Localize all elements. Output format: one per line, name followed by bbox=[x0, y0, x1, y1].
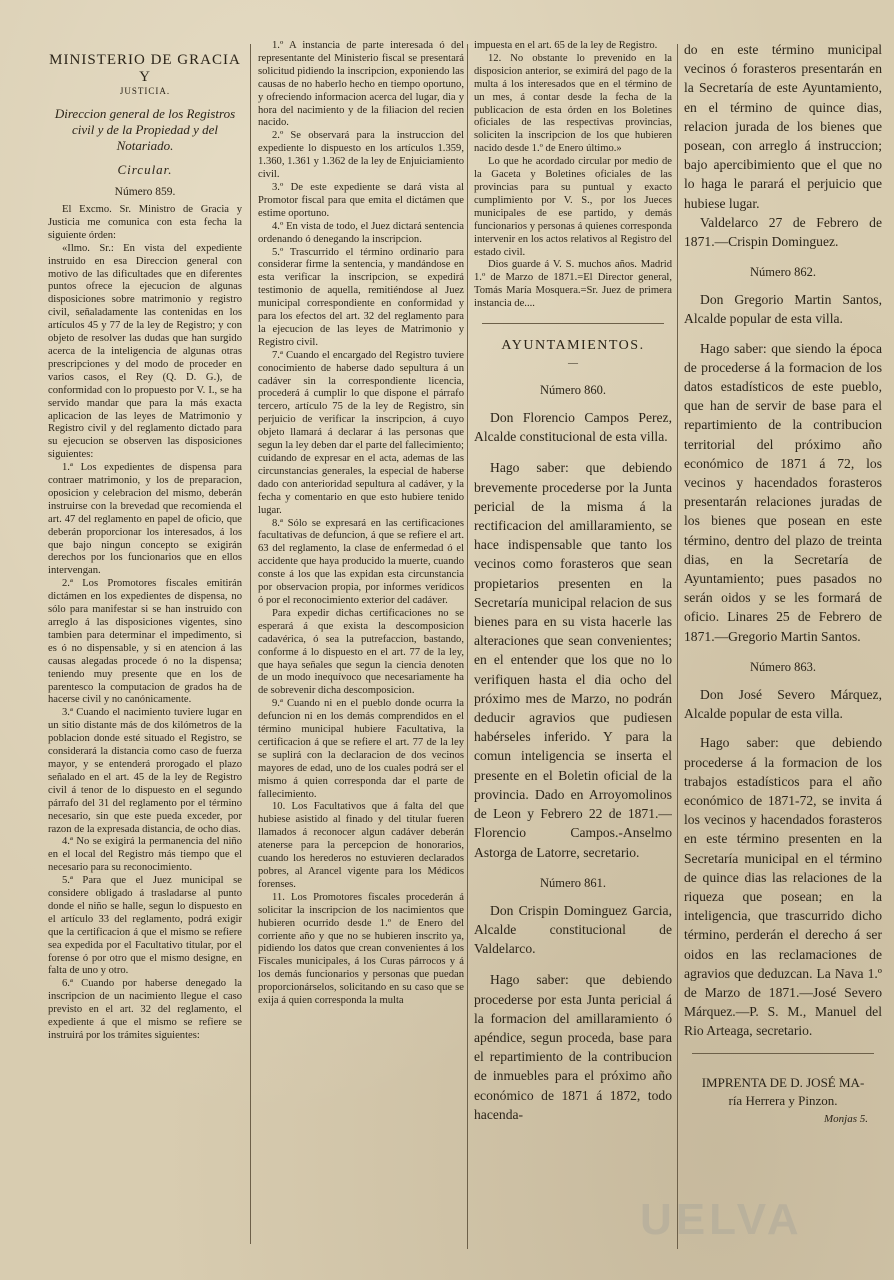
number-861: Número 861. bbox=[540, 875, 606, 890]
notice-text: Hago saber: que debiendo procederse á la formacion de los trabajos estadísticos para el año económico de 1871-72, se invita á los vecinos y hacendados forasteros en este término presenten en la Secretaría municipal en el término de quince dias las relaciones de la riqueza que posean; en la inteligencia, que trascurrido dicho término, perderán el derecho á ser oidos en las reclamaciones de agravios que deduzcan. La Nava 1.º de Marzo de 1871.—José Severo Márquez.—P. S. M., Manuel del Rio Arteaga, secretario. bbox=[684, 735, 882, 1039]
number-862: Número 862. bbox=[750, 265, 816, 280]
column-divider bbox=[677, 44, 678, 1249]
circular-body-cont bbox=[258, 40, 464, 1008]
paragraph: 6.ª Cuando por haberse denegado la inscripcion de un nacimiento llegue el caso previsto en el art. 32 del reglamento, el expediente á que el mismo se refiere se instruirá por los trámites siguientes: bbox=[48, 978, 242, 1041]
notice-863 bbox=[684, 685, 882, 1041]
column-2 bbox=[258, 40, 464, 1248]
notice-862 bbox=[684, 290, 882, 646]
column-divider bbox=[467, 44, 468, 1249]
ministry-heading-sub: JUSTICIA. bbox=[119, 86, 171, 96]
paragraph: 2.ª Los Promotores fiscales emitirán dictámen en los expedientes de dispensa, no sólo para manifestar si se han instruido con arreglo á las disposiciones vigentes, sino tambien para determinar el impedimento, si es ó no dispensable, y si en atencion á las causas alegadas procede ó no la dispensa; teniendo muy presente que en los de parentesco la computacion de grados ha de hacerse civil y no canónicamente. bbox=[48, 578, 242, 706]
notice-heading: Don José Severo Márquez, Alcalde popular de esta villa. bbox=[684, 686, 882, 722]
notice-861-cont bbox=[684, 40, 882, 251]
paragraph: impuesta en el art. 65 de la ley de Registro. bbox=[474, 40, 658, 51]
paragraph: 8.ª Sólo se expresará en las certificaciones facultativas de defuncion, á que se refiere el art. 63 del reglamento, la clase de enfermedad ó el accidente que haya producido la muerte, cuando conste á los que las expidan esta circunstancia por observacion propia, por informes verídicos ó por el reconocimiento exterior del cadáver. bbox=[258, 517, 464, 606]
column-3 bbox=[474, 40, 672, 1256]
paragraph: 5.ª Para que el Juez municipal se considere obligado á trasladarse al punto donde el niño se halle, segun lo dispuesto en el artículo 33 del reglamento, podrá exigir que la certificacion á que el mismo se refiere sea expedida por el Facultativo titular, por el forense ó por otro que el mismo designe, en falta de uno y otro. bbox=[48, 875, 242, 977]
paragraph: 9.ª Cuando ni en el pueblo donde ocurra la defuncion ni en los demás comprendidos en el término municipal hubiere Facultativa, la certificacion á que se refiere el art. 77 de la ley se suplirá con la declaracion de dos vecinos mayores de edad, uno de los cuales podrá ser el mismo á quien corresponda dar el parte de fallecimiento. bbox=[258, 698, 464, 800]
notice-text: Hago saber: que siendo la época de procederse á la formacion de los datos estadísticos de este pueblo, que han de servir de base para el repartimiento de la contribucion territorial del próximo año económico de 1871 á 72, los vecinos y hacendados forasteros presentarán relaciones juradas de los bienes que posean en este término, dentro del plazo de treinta dias, en la Secretaría de Ayuntamiento; pues pasados no serán oidos y se les formará de oficio. Linares 25 de Febrero de 1871.—Gregorio Martin Santos. bbox=[684, 340, 882, 644]
paragraph: Lo que he acordado circular por medio de la Gaceta y Boletines oficiales de las provincias para su puntual y exacto cumplimiento por V. S., por los Jueces municipales de ese partido, y demás funcionarios y personas á quienes corresponda intervenir en los actos relativos al Registro del estado civil. bbox=[474, 156, 672, 258]
imprint-line-1: IMPRENTA DE D. JOSÉ MA- bbox=[701, 1074, 865, 1090]
paragraph: Dios guarde á V. S. muchos años. Madrid 1.º de Marzo de 1871.=El Director general, Tomás María Mosquera.=Sr. Juez de primera instancia de.... bbox=[474, 259, 672, 310]
paragraph: 10. Los Facultativos que á falta del que hubiese asistido al finado y del titular fueren llamados á reconocer algun cadáver deberán atenerse para la percepcion de honorarios, cuando los herederos no estuvieren declarados pobres, al Arancel vigente para los Médicos forenses. bbox=[258, 801, 464, 890]
paragraph: 11. Los Promotores fiscales procederán á solicitar la inscripcion de los nacimientos que hubieren ocurrido desde 1.º de Enero del corriente año y que no se hubieren inscrito ya, pidiendo los datos que crean convenientes á los Fiscales municipales, á los Curas párrocos y á los demás funcionarios y personas que puedan proporcionárselos, solicitando en su caso que se exija á quien corresponda la multa bbox=[258, 891, 464, 1007]
notice-signature: Valdelarco 27 de Febrero de 1871.—Crispin Dominguez. bbox=[684, 214, 882, 250]
paragraph: 4.ª No se exigirá la permanencia del niño en el local del Registro más tiempo que el necesario para su reconocimiento. bbox=[48, 836, 242, 874]
column-1 bbox=[48, 40, 242, 1256]
paragraph: 12. No obstante lo prevenido en la disposicion anterior, se eximirá del pago de la multa á los interesados que en el término de un mes, á contar desde la fecha de la publicacion de esta órden en los Boletines oficiales de las respectivas provincias, soliciten la inscripcion de los que hubieren nacido desde 1.º de Enero último.» bbox=[474, 52, 672, 155]
number-863: Número 863. bbox=[750, 659, 816, 674]
paragraph: 2.º Se observará para la instruccion del expediente lo dispuesto en los artículos 1.359, 1.360, 1.361 y 1.362 de la ley de Enjuiciamiento civil. bbox=[258, 130, 464, 181]
imprint-rule bbox=[692, 1053, 874, 1054]
number-860: Número 860. bbox=[540, 383, 606, 398]
section-dash: — bbox=[568, 358, 578, 370]
ministry-heading: MINISTERIO DE GRACIA Y bbox=[49, 52, 241, 85]
notice-861 bbox=[474, 901, 672, 1124]
notice-text: Hago saber: que debiendo brevemente procederse por la Junta pericial de la misma á la rectificacion del amillaramiento, se hace indispensable que tanto los vecinos como forasteros que sean propietarios presenten en la Secretaría municipal relacion de sus bienes para en su vista hacerle las alteraciones que sean convenientes; en el entender que los que no lo verifiquen hasta el dia ocho del próximo mes de Marzo, no podrán deducir agravios que pudiesen habérseles inferido. Y para la comun inteligencia se inserta el presente en el Boletin oficial de la provincia. Dado en Arroyomolinos de Leon y Febrero 22 de 1871.—Florencio Campos.-Anselmo Astorga de Latorre, secretario. bbox=[474, 460, 672, 860]
imprint-line-2: ría Herrera y Pinzon. bbox=[728, 1092, 838, 1108]
section-rule bbox=[482, 323, 664, 324]
paragraph: 7.ª Cuando el encargado del Registro tuviere conocimiento de haberse dado sepultura á un cadáver sin la correspondiente licencia, procederá á cumplir lo que dispone el párrafo tercero, artículo 75 de la ley de Registro, sin perjuicio de verificar la inscripcion, á cuyo objeto llamará á declarar á las personas que segun la ley deben dar el parte del fallecimiento; cuidando de expresar en el acta, ademas de las circunstancias generales, la especial de haberse dado con anterioridad sepultura al cadáver, y la fecha y comentario en que esto hubiere tenido lugar. bbox=[258, 349, 464, 516]
paragraph: 3.ª Cuando el nacimiento tuviere lugar en un sitio distante más de dos kilómetros de la poblacion donde esté situado el Registro, se considerará la distancia como caso de fuerza mayor, y se entenderá prorogado el plazo señalado en el art. 45 de la ley de Registro civil á tenor de lo dispuesto en el segundo párrafo del 31 del reglamento por el término necesario, sin que este pueda exceder, por razon de la expresada distancia, de ocho dias. bbox=[48, 707, 242, 835]
notice-heading: Don Gregorio Martin Santos, Alcalde popular de esta villa. bbox=[684, 292, 882, 327]
imprint-line-3: Monjas 5. bbox=[824, 1112, 868, 1125]
column-divider bbox=[250, 44, 251, 1244]
number-859: Número 859. bbox=[114, 186, 176, 198]
paragraph: Para expedir dichas certificaciones no se esperará á que exista la descomposicion cadavérica, ó sea la putrefaccion, bastando, conforme á lo dispuesto en el art. 77 de la ley, que haya señales que segun la ciencia denoten de un modo inequívoco que necesariamente ha de sobrevenir dicha descomposicion. bbox=[258, 607, 464, 697]
paragraph: El Excmo. Sr. Ministro de Gracia y Justicia me comunica con esta fecha la siguiente órden: bbox=[48, 204, 242, 241]
direccion-general: Direccion general de los Registros civil y de la Propiedad y del Notariado. bbox=[54, 106, 236, 153]
paragraph: 5.º Trascurrido el término ordinario para considerar firme la sentencia, y mandándose en esta verificar la inscripcion, se expedirá testimonio de aquella, remitiéndose al Juez municipal correspondiente en conformidad y para los efectos del art. 32 del reglamento para la ejecucion de las leyes de Matrimonio y Registro civil. bbox=[258, 246, 464, 348]
circular-end bbox=[474, 40, 672, 311]
circular-body bbox=[48, 204, 242, 1043]
archive-watermark: UELVA bbox=[640, 1195, 803, 1244]
notice-text: Hago saber: que debiendo procederse por esta Junta pericial á la formacion del amillaramiento ó apéndice, segun proceda, base para el repartimiento de la contribucion de inmuebles para el próximo año económico de 1871 á 1872, todo hacenda- bbox=[474, 972, 672, 1122]
imprint bbox=[684, 1074, 882, 1128]
notice-860 bbox=[474, 408, 672, 862]
notice-heading: Don Florencio Campos Perez, Alcalde constitucional de esta villa. bbox=[474, 410, 672, 445]
notice-heading: Don Crispin Dominguez Garcia, Alcalde constitucional de Valdelarco. bbox=[474, 902, 672, 957]
section-title-ayuntamientos: AYUNTAMIENTOS. bbox=[501, 338, 645, 354]
paragraph: 4.º En vista de todo, el Juez dictará sentencia ordenando ó denegando la inscripcion. bbox=[258, 220, 464, 245]
notice-text: do en este término municipal vecinos ó forasteros presentarán en la Secretaría de este Ayuntamiento, en el término de quince dias, relacion jurada de los bienes que posean, con arreglo á instruccion; bajo apercibimiento que el que no lo haga le parará el perjuicio que hubiese lugar. bbox=[684, 42, 882, 211]
paragraph: «Ilmo. Sr.: En vista del expediente instruido en esa Direccion general con motivo de las dificultades que en diferentes puntos ofrece la ejecucion de algunas disposiciones sobre matrimonio y registro civil, señaladamente las contenidas en los artículos 45 y 77 de la ley de Registro; y con objeto de resolver las dudas que han surgido acerca de la inteligencia de algunas otras prescripciones y del modo de proceder en varios casos, el Rey (Q. D. G.), de conformidad con lo propuesto por V. I., se ha servido mandar que para la más exacta aplicacion de las leyes de Matrimonio y Registro civil y del reglamento dictado para su ejecucion se observen las disposiciones siguientes: bbox=[48, 242, 242, 461]
circular-title: Circular. bbox=[117, 162, 173, 177]
paragraph: 1.ª Los expedientes de dispensa para contraer matrimonio, y los de preparacion, oposicion y celebracion del mismo, deberán instruirse con la brevedad que recomienda el art. 47 del reglamento en papel de oficio, que deberán proporcionar los interesados, á los que bajo ningun concepto se exigirán derechos por los funcionarios que en ellos intervengan. bbox=[48, 462, 242, 577]
column-4 bbox=[684, 40, 882, 1220]
paragraph: 1.º A instancia de parte interesada ó del representante del Ministerio fiscal se presentará solicitud pidiendo la inscripcion, exponiendo las causas de no haberlo hecho en tiempo oportuno, y ofreciendo informacion acerca del lugar, dia y hora del nacimiento y de la filiacion del recien nacido. bbox=[258, 40, 464, 129]
paragraph: 3.º De este expediente se dará vista al Promotor fiscal para que emita el dictámen que estime oportuno. bbox=[258, 181, 464, 219]
